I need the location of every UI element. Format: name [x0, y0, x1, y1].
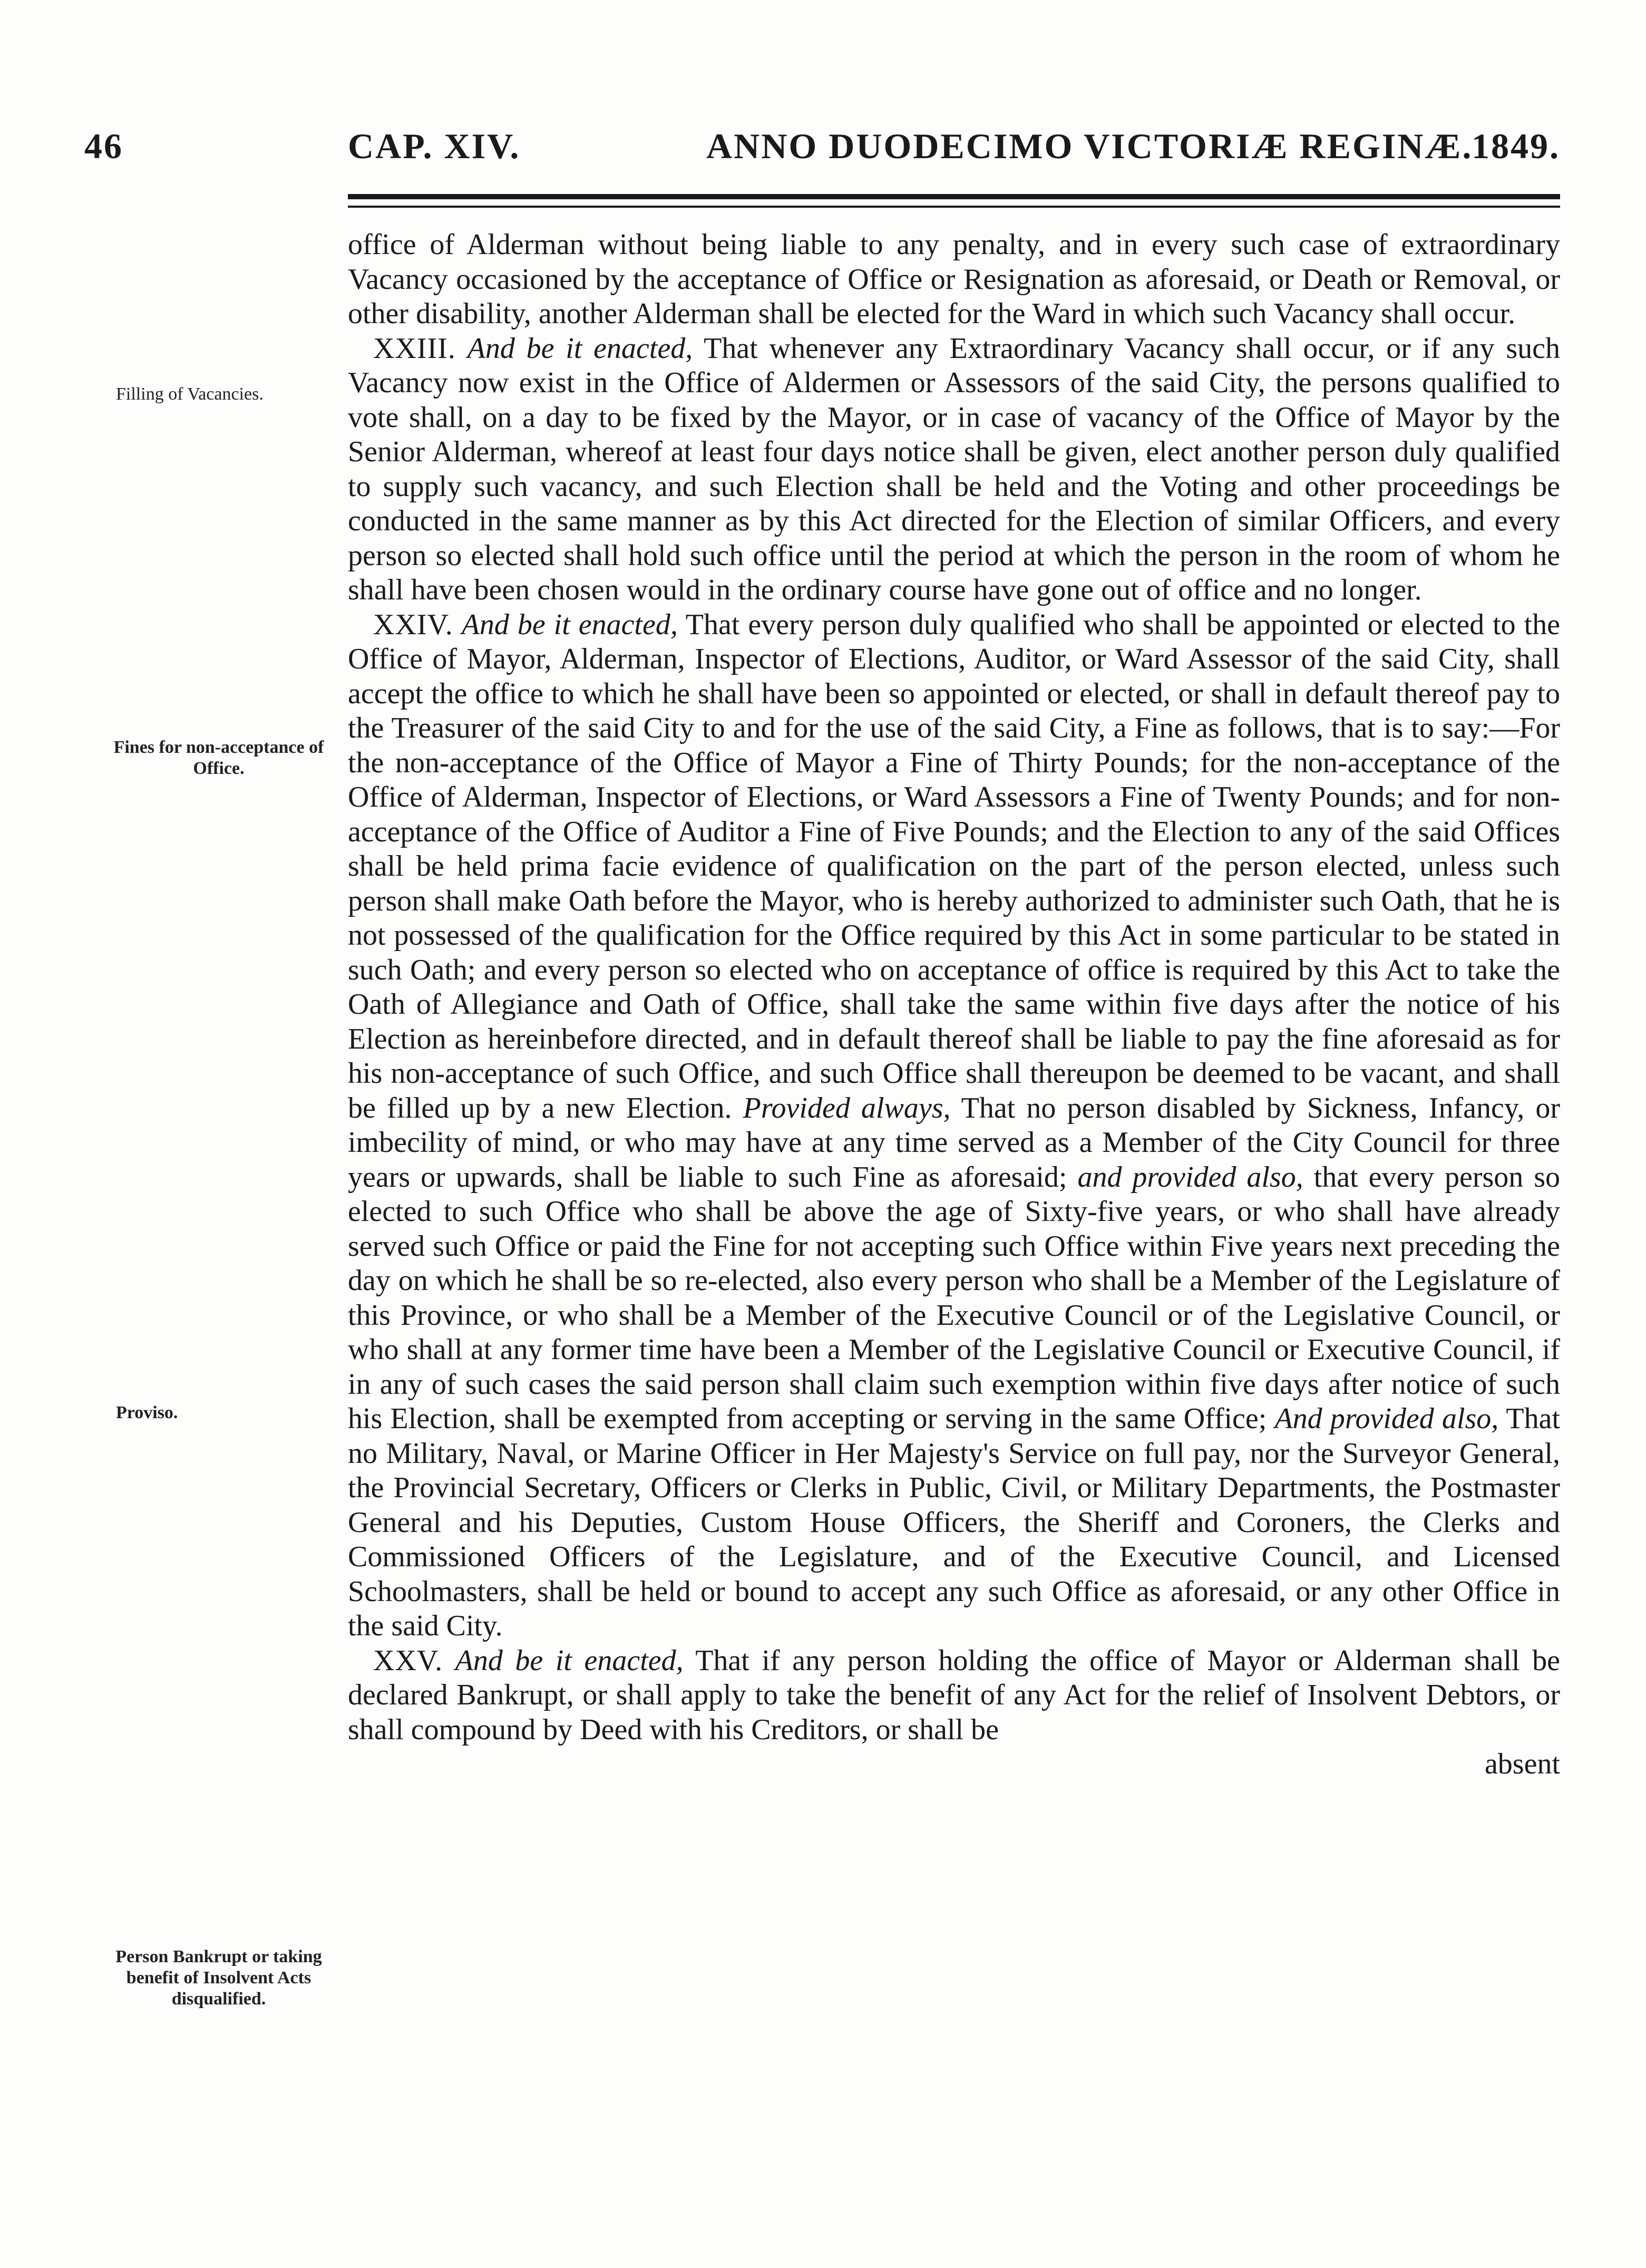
section-24-provided-always: Provided always,	[743, 1091, 951, 1125]
header-rule-thick	[348, 194, 1560, 199]
section-24	[348, 608, 1560, 1644]
section-24-number: XXIV.	[373, 608, 453, 641]
marginal-note-bankrupt: Person Bankrupt or taking benefit of Insolvent Acts disqualified.	[115, 1947, 322, 2009]
continuation-text: office of Alderman without being liable to any penalty, and in every such case of extraordinary Vacancy occasioned by the acceptance of Office or Resignation as aforesaid, or Death or Removal, or other disability, another Alderman shall be elected for the Ward in which such Vacancy shall occur.	[348, 228, 1560, 330]
section-24-text-c: that every person so elected to such Office who shall be above the age of Sixty-five years, or who shall have already served such Office or paid the Fine for not accepting such Office within Five years next preceding the day on which he shall be so re-elected, also every person who shall be a Member of the Legislature of this Province, or who shall be a Member of the Executive Council or of the Legislative Council, or who shall at any former time have been a Member of the Legislative Council or Executive Council, if in any of such cases the said person shall claim such exemption within five days after notice of such his Election, shall be exempted from accepting or serving in the same Office;	[348, 1160, 1561, 1435]
section-25-text: That if any person holding the office of Mayor or Alderman shall be declared Bankrupt, or shall apply to take the benefit of any Act for the relief of Insolvent Debtors, or shall compound by Deed with his Creditors, or shall be	[348, 1644, 1560, 1746]
header-rule-thin	[348, 206, 1560, 208]
section-24-text-b: That no person disabled by Sickness, Infancy, or imbecility of mind, or who may have at any time served as a Member of the City Council for three years or upwards, shall be liable to such Fine as aforesaid;	[348, 1091, 1561, 1194]
section-24-text-a: That every person duly qualified who shall be appointed or elected to the Office of Mayor, Alderman, Inspector of Elections, Auditor, or Ward Assessor of the said City, shall accept the office to which he shall have been so appointed or elected, or shall in default thereof pay to the Treasurer of the said City to and for the use of the said City, a Fine as follows, that is to say:—For the non-acceptance of the Office of Mayor a Fine of Thirty Pounds; for the non-acceptance of the Office of Alderman, Inspector of Elections, or Ward Assessors a Fine of Twenty Pounds; and for non-acceptance of the Office of Auditor a Fine of Five Pounds; and the Election to any of the said Offices shall be held prima facie evidence of qualification on the part of the person elected, unless such person shall make Oath before the Mayor, who is hereby authorized to administer such Oath, that he is not possessed of the qualification for the Office required by this Act in some particular to be stated in such Oath; and every person so elected who on acceptance of office is required by this Act to take the Oath of Allegiance and Oath of Office, shall take the same within five days after the notice of his Election as hereinbefore directed, and in default thereof shall be liable to pay the fine aforesaid as for his non-acceptance of such Office, and such Office shall thereupon be deemed to be vacant, and shall be filled up by a new Election.	[348, 608, 1561, 1125]
section-23-text: That whenever any Extraordinary Vacancy shall occur, or if any such Vacancy now exist in the Office of Aldermen or Assessors of the said City, the persons qualified to vote shall, on a day to be fixed by the Mayor, or in case of vacancy of the Office of Mayor by the Senior Alderman, whereof at least four days notice shall be given, elect another person duly qualified to supply such vacancy, and such Election shall be held and the Voting and other proceedings be conducted in the same manner as by this Act directed for the Election of similar Officers, and every person so elected shall hold such office until the period at which the person in the room of whom he shall have been chosen would in the ordinary course have gone out of office and no longer.	[348, 332, 1560, 606]
running-header	[84, 125, 1560, 183]
page-number: 46	[84, 126, 123, 166]
continuation-paragraph	[348, 228, 1560, 332]
catchword-text: absent	[1484, 1748, 1560, 1780]
catchword	[348, 1747, 1560, 1782]
section-23-number: XXIII.	[373, 332, 456, 365]
section-23-enacting-clause: And be it enacted,	[467, 332, 693, 365]
section-25	[348, 1644, 1560, 1748]
marginal-note-filling-vacancies: Filling of Vacancies.	[116, 384, 264, 404]
section-25-number: XXV.	[373, 1644, 443, 1677]
section-23	[348, 332, 1560, 608]
header-year: 1849.	[1472, 126, 1560, 166]
marginal-note-proviso: Proviso.	[116, 1403, 178, 1422]
section-25-enacting-clause: And be it enacted,	[455, 1644, 684, 1677]
section-24-enacting-clause: And be it enacted,	[461, 608, 678, 641]
statute-body	[348, 228, 1560, 1782]
chapter-number: CAP. XIV.	[348, 126, 521, 166]
running-title: ANNO DUODECIMO VICTORIÆ REGINÆ.	[706, 126, 1473, 166]
section-24-text-d: That no Military, Naval, or Marine Officer in Her Majesty's Service on full pay, nor the Surveyor General, the Provincial Secretary, Officers or Clerks in Public, Civil, or Military Departments, the Postmaster General and his Deputies, Custom House Officers, the Sheriff and Coroners, the Clerks and Commissioned Officers of the Legislature, and of the Executive Council, and Licensed Schoolmasters, shall be held or bound to accept any such Office as aforesaid, or any other Office in the said City.	[348, 1402, 1560, 1642]
marginal-note-fines: Fines for non-acceptance of Office.	[113, 738, 324, 778]
section-24-provided-also-2: And provided also,	[1274, 1402, 1499, 1435]
section-24-provided-also-1: and provided also,	[1077, 1160, 1303, 1194]
